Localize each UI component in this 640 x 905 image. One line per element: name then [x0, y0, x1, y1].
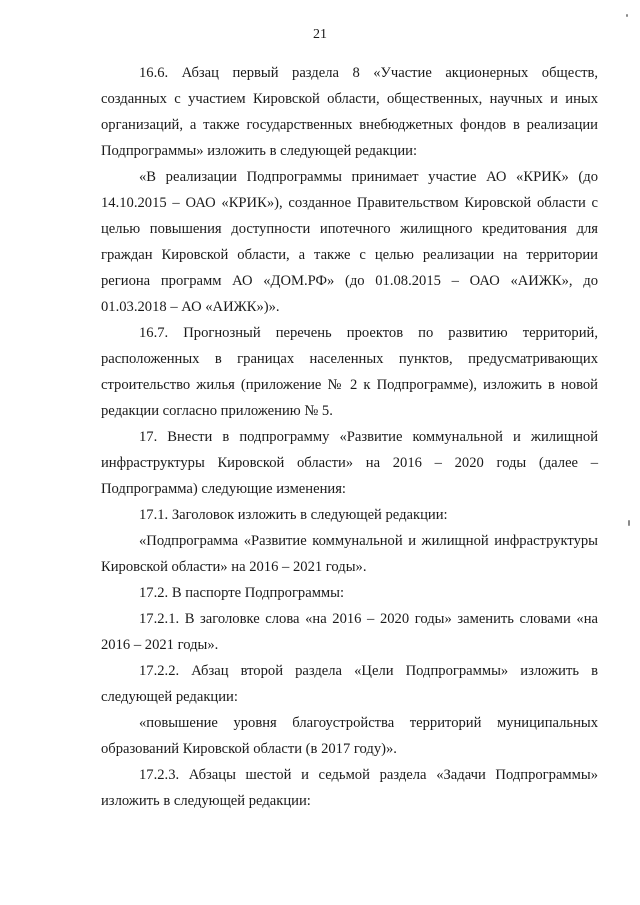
- paragraph-17-2-1: 17.2.1. В заголовке слова «на 2016 – 2020 годы» заменить словами «на 2016 – 2021 годы».: [101, 611, 598, 653]
- paragraph-17-2-3: 17.2.3. Абзацы шестой и седьмой раздела «Задачи Подпрограммы» изложить в следующей редакции:: [101, 767, 598, 809]
- scan-mark-right: [628, 520, 630, 526]
- paragraph-17-2: 17.2. В паспорте Подпрограммы:: [139, 585, 345, 601]
- scan-mark-top: [626, 14, 628, 17]
- paragraph-17: 17. Внести в подпрограмму «Развитие коммунальной и жилищной инфраструктуры Кировской области» на 2016 – 2020 годы (далее – Подпрограмма) следующие изменения:: [101, 429, 598, 497]
- paragraph-17-1-quote: «Подпрограмма «Развитие коммунальной и жилищной инфраструктуры Кировской области» на 2016 – 2021 годы».: [101, 533, 598, 575]
- paragraph-16-6-quote: «В реализации Подпрограммы принимает участие АО «КРИК» (до 14.10.2015 – ОАО «КРИК»), созданное Правительством Кировской области с целью повышения доступности ипотечного жилищного кредитования для граждан Кировской области, а также с целью реализации на территории региона программ АО «ДОМ.РФ» (до 01.08.2015 – ОАО «АИЖК», до 01.03.2018 – АО «АИЖК»)».: [101, 169, 598, 315]
- paragraph-17-2-2: 17.2.2. Абзац второй раздела «Цели Подпрограммы» изложить в следующей редакции:: [101, 663, 598, 705]
- document-body: [101, 60, 598, 814]
- page-number: 21: [313, 27, 327, 42]
- paragraph-16-7: 16.7. Прогнозный перечень проектов по развитию территорий, расположенных в границах населенных пунктов, предусматривающих строительство жилья (приложение № 2 к Подпрограмме), изложить в новой редакции согласно приложению № 5.: [101, 325, 598, 419]
- paragraph-16-6: 16.6. Абзац первый раздела 8 «Участие акционерных обществ, созданных с участием Кировской области, общественных, научных и иных организаций, а также государственных внебюджетных фондов в реализации Подпрограммы» изложить в следующей редакции:: [101, 65, 598, 159]
- paragraph-17-2-2-quote: «повышение уровня благоустройства территорий муниципальных образований Кировской области (в 2017 году)».: [101, 715, 598, 757]
- paragraph-17-1: 17.1. Заголовок изложить в следующей редакции:: [139, 507, 448, 523]
